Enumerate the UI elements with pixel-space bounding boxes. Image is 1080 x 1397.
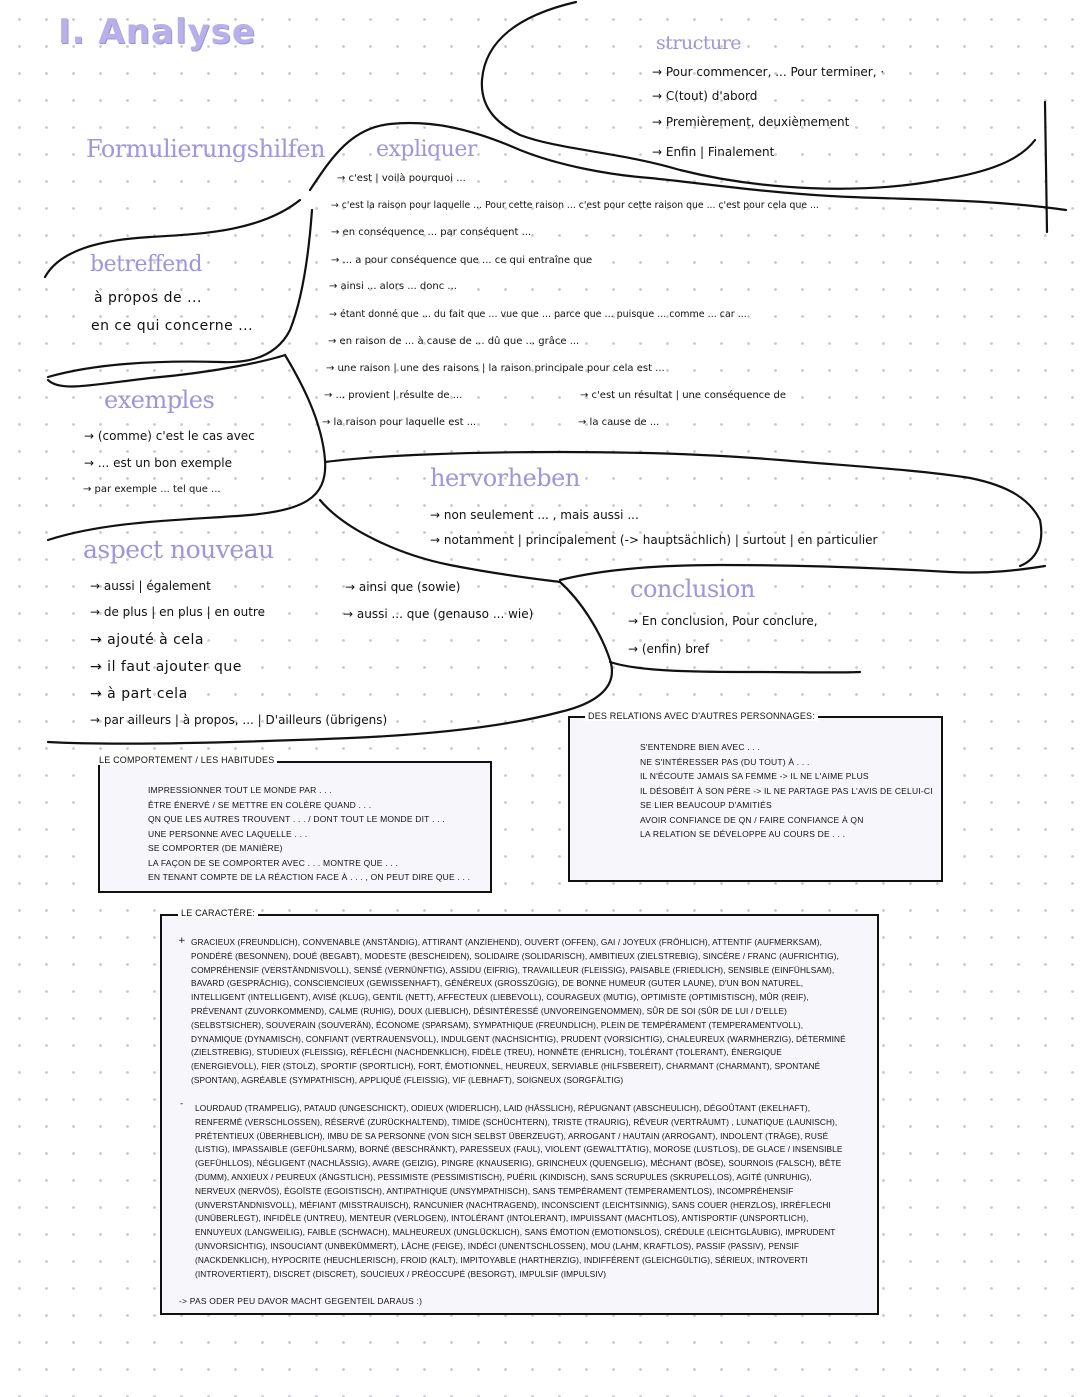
relations-box-title: DES RELATIONS AVEC D'AUTRES PERSONNAGES: xyxy=(585,711,818,721)
conclusion-item: → (enfin) bref xyxy=(628,642,710,656)
expliquer-item: → c'est | voilà pourquoi ... xyxy=(337,173,466,184)
expliquer-item: → la raison pour laquelle est ... xyxy=(322,417,477,428)
exemples-item: → ... est un bon exemple xyxy=(84,456,232,470)
aspect-item: → il faut ajouter que xyxy=(90,659,242,675)
positive-traits: GRACIEUX (FREUNDLICH), CONVENABLE (ANSTÄNDIG), ATTIRANT (ANZIEHEND), OUVERT (OFFEN), GAI / JOYEUX (FRÖHLICH), ATTENTIF (AUFMERKSAM), PONDÉRÉ (BESONNEN), DOUÉ (BEGABT), MODESTE (BESCHEIDEN), SOLIDAIRE (SOLIDARISCH), AMBITIEUX (ZIELSTREBIG), SINCÈRE / FRANC (AUFRICHTIG), COMPRÉHENSIF (VERSTÄNDNISVOLL), SENSÉ (VERNÜNFTIG), ASSIDU (EIFRIG), TRAVAILLEUR (FLEISSIG), PAISABLE (FRIEDLICH), SENSIBLE (EINFÜHLSAM), BAVARD (GESPRÄCHIG), CONSCIENCIEUX (GEWISSENHAFT), GÉNÉREUX (GROSSZÜGIG), DE BONNE HUMEUR (GUTER LAUNE), D'UN BON NATUREL, INTELLIGENT (INTELLIGENT), AVISÉ (KLUG), GENTIL (NETT), AFFECTEUX (LIEBEVOLL), COURAGEUX (MUTIG), OPTIMISTE (OPTIMISTISCH), MÛR (REIF), PRÉVENANT (ZUVORKOMMEND), CALME (RUHIG), DOUX (LIEBLICH), DÉSINTÉRESSÉ (UNVOREINGENOMMEN), SÛR DE SOI (SÛR DE LUI / D'ELLE) (SELBSTSICHER), SOUVERAIN (SOUVERÄN), ÉCONOME (SPARSAM), SYMPATHIQUE (FREUNDLICH), PLEIN DE TEMPÉRAMENT (TEMPERAMENTVOLL), DYNAMIQUE (DYNAMISCH), CONFIANT (VERTRAUENSVOLL), INDULGENT (NACHSICHTIG), PRUDENT (VORSICHTIG), CHALEUREUX (WARMHERZIG), DÉTERMINÉ (ZIELSTREBIG), STUDIEUX (FLEISSIG), RÉFLÉCHI (NACHDENKLICH), FIDÈLE (TREU), HONNÊTE (EHRLICH), TOLÉRANT (TOLERANT), ÉNERGIQUE (ENERGIEVOLL), FIER (STOLZ), SPORTIF (SPORTLICH), FORT, ÉMOTIONNEL, HEUREUX, SERVIABLE (HILFSBEREIT), CHARMANT (CHARMANT), SPONTANÉ (SPONTAN), AGRÉABLE (SYMPATHISCH), APPLIQUÉ (FLEISSIG), VIF (LEBHAFT), SOIGNEUX (SORGFÄLTIG) xyxy=(191,937,846,1085)
comportement-item: LA FAÇON DE SE COMPORTER AVEC . . . MONTRE QUE . . . xyxy=(148,857,399,868)
relations-item: S'ENTENDRE BIEN AVEC . . . xyxy=(640,742,761,752)
relations-item: NE S'INTÉRESSER PAS (DU TOUT) À . . . xyxy=(640,756,810,767)
structure-heading: structure xyxy=(656,32,742,54)
expliquer-item: → la cause de ... xyxy=(578,417,660,428)
betreffend-item: en ce qui concerne ... xyxy=(91,318,254,334)
structure-item: → Enfin | Finalement xyxy=(652,145,775,159)
caractere-note: -> PAS ODER PEU DAVOR MACHT GEGENTEIL DARAUS :) xyxy=(179,1296,423,1306)
comportement-item: ÊTRE ÉNERVÉ / SE METTRE EN COLÈRE QUAND . . . xyxy=(148,799,372,810)
betreffend-item: à propos de ... xyxy=(94,290,202,306)
betreffend-heading: betreffend xyxy=(90,252,203,277)
exemples-item: → par exemple ... tel que ... xyxy=(83,484,221,495)
relations-item: AVOIR CONFIANCE DE QN / FAIRE CONFIANCE À QN xyxy=(640,814,864,825)
negative-marker: - xyxy=(180,1099,184,1109)
expliquer-item: → une raison | une des raisons | la raison principale pour cela est ... xyxy=(326,363,665,374)
comportement-list xyxy=(148,783,470,885)
expliquer-item: → ... a pour conséquence que ... ce qui entraîne que xyxy=(331,255,593,266)
conclusion-bottom-line xyxy=(610,662,860,672)
relations-item: SE LIER BEAUCOUP D'AMITIÉS xyxy=(640,800,772,810)
aspect-item: → à part cela xyxy=(90,686,188,702)
expliquer-item: → ainsi ... alors ... donc ... xyxy=(329,281,457,292)
conclusion-item: → En conclusion, Pour conclure, xyxy=(628,614,818,628)
expliquer-item: → ... provient | résulte de ... xyxy=(324,390,463,401)
structure-bubble-line xyxy=(482,2,1035,189)
expliquer-item: → étant donné que ... du fait que ... vue que ... parce que ... puisque ... comme ... car ... xyxy=(329,309,747,320)
aspect-item: → ajouté à cela xyxy=(90,632,204,648)
expliquer-item: → en raison de ... à cause de ... dû que ... grâce ... xyxy=(328,336,580,347)
main-heading-label: Formulierungshilfen xyxy=(86,135,325,163)
expliquer-item: → c'est un résultat | une conséquence de xyxy=(580,390,787,401)
comportement-item: UNE PERSONNE AVEC LAQUELLE . . . xyxy=(148,828,308,839)
structure-item: → Pour commencer, ... Pour terminer, · xyxy=(652,65,885,79)
aspect-item: → ainsi que (sowie) xyxy=(345,580,461,594)
structure-item: → C(tout) d'abord xyxy=(652,89,758,103)
structure-item: → Premièrement, deuxièmement xyxy=(652,115,850,129)
conclusion-heading: conclusion xyxy=(630,575,755,603)
hervorheben-item: → notamment | principalement (-> hauptsächlich) | surtout | en particulier xyxy=(430,533,878,547)
aspect-item: → aussi ... que (genauso ... wie) xyxy=(343,607,534,621)
comportement-item: QN QUE LES AUTRES TROUVENT . . . / DONT TOUT LE MONDE DIT . . . xyxy=(148,814,445,824)
hervorheben-item: → non seulement ... , mais aussi ... xyxy=(430,508,639,522)
exemples-heading: exemples xyxy=(104,386,215,414)
caractere-box-title: LE CARACTÈRE: xyxy=(178,908,258,918)
main-heading xyxy=(86,135,325,163)
aspect-item: → aussi | également xyxy=(90,579,211,593)
right-border-line xyxy=(1045,102,1047,232)
comportement-box-title: LE COMPORTEMENT / LES HABITUDES xyxy=(96,755,277,765)
comportement-item: EN TENANT COMPTE DE LA RÉACTION FACE À . . . , ON PEUT DIRE QUE . . . xyxy=(148,872,471,882)
expliquer-item: → en conséquence ... par conséquent ... xyxy=(331,227,532,238)
aspect-item: → par ailleurs | à propos, ... | D'ailleurs (übrigens) xyxy=(90,713,388,727)
positive-marker: + xyxy=(178,936,186,946)
aspect-item: → de plus | en plus | en outre xyxy=(90,605,265,619)
comportement-item: IMPRESSIONNER TOUT LE MONDE PAR . . . xyxy=(148,785,332,795)
relations-item: IL N'ÉCOUTE JAMAIS SA FEMME -> IL NE L'AIME PLUS xyxy=(640,771,869,781)
expliquer-item: → c'est la raison pour laquelle ... Pour cette raison ... c'est pour cette raison que ... c'est pour cela que ... xyxy=(331,200,819,211)
exemples-line xyxy=(48,355,325,540)
expliquer-heading: expliquer xyxy=(376,137,477,162)
page-title: I. Analyse xyxy=(58,12,256,52)
relations-item: LA RELATION SE DÉVELOPPE AU COURS DE . . . xyxy=(640,829,846,839)
hervorheben-heading: hervorheben xyxy=(430,464,580,492)
comportement-item: SE COMPORTER (DE MANIÈRE) xyxy=(148,843,283,853)
exemples-item: → (comme) c'est le cas avec xyxy=(84,429,255,443)
relations-item: IL DÉSOBÉIT À SON PÈRE -> IL NE PARTAGE PAS L'AVIS DE CELUI-CI xyxy=(640,785,933,796)
aspect-nouveau-heading: aspect nouveau xyxy=(83,535,274,564)
negative-traits: LOURDAUD (TRAMPELIG), PATAUD (UNGESCHICKT), ODIEUX (WIDERLICH), LAID (HÄSSLICH), RÉPUGNANT (ABSCHEULICH), DÉGOÛTANT (EKELHAFT), RENFERMÉ (VERSCHLOSSEN), RÉSERVÉ (ZURÜCKHALTEND), TIMIDE (SCHÜCHTERN), TRISTE (TRAURIG), RÊVEUR (VERTRÄUMT) , LUNATIQUE (LAUNISCH), PRÉTENTIEUX (ÜBERHEBLICH), IMBU DE SA PERSONNE (VON SICH SELBST ÜBERZEUGT), ARROGANT / HAUTAIN (ARROGANT), INDOLENT (TRÄGE), RUSÉ (LISTIG), IMPASSAIBLE (GEFÜHLSARM), BORNÉ (BESCHRÄNKT), PARESSEUX (FAUL), VIOLENT (GEWALTTÄTIG), MOROSE (LUSTLOS), DE GLACE / INSENSIBLE (GEFÜHLLOS), NÉGLIGENT (NACHLÄSSIG), AVARE (GEIZIG), PINGRE (KNAUSERIG), GRINCHEUX (QUENGELIG), MÉCHANT (BÖSE), SOURNOIS (FALSCH), BÊTE (DUMM), ANXIEUX / PEUREUX (ÄNGSTLICH), PESSIMISTE (PESSIMISTISCH), PUÉRIL (KINDISCH), SANS SCRUPULES (SKRUPELLOS), AGITÉ (UNRUHIG), NERVEUX (NERVÖS), ÉGOÏSTE (EGOISTISCH), ANTIPATHIQUE (UNSYMPATHISCH), SANS TEMPÉRAMENT (TEMPERAMENTLOS), INCOMPRÉHENSIF (UNVERSTÄNDNISVOLL), MÉFIANT (MISSTRAUISCH), RANCUNIER (NACHTRAGEND), INCONSCIENT (LEICHTSINNIG), SANS COUER (HERZLOS), IRRÉFLECHI (UNÜBERLEGT), INFIDÈLE (UNTREU), MENTEUR (VERLOGEN), INTOLÉRANT (INTOLERANT), IMPUISSANT (MACHTLOS), ANTISPORTIF (UNSPORTLICH), ENNUYEUX (LANGWEILIG), FAIBLE (SCHWACH), MALHEUREUX (UNGLÜCKLICH), SANS ÉMOTION (EMOTIONSLOS), CRÉDULE (LEICHTGLÄUBIG), IMPRUDENT (UNVORSICHTIG), INSOUCIANT (UNBEKÜMMERT), LÂCHE (FEIGE), INDÉCI (UNENTSCHLOSSEN), MOU (LAHM, KRAFTLOS), PASSIF (PASSIV), PENSIF (NACKDENKLICH), HYPOCRITE (HEUCHLERISCH), FROID (KALT), IMPITOYABLE (HARTHERZIG), INDIFFÉRENT (GLEICHGÜLTIG), SÉRIEUX, INTROVERTI (INTROVERTIERT), DISCRET (DISCRET), SOUCIEUX / PRÉOCCUPÉ (BESORGT), IMPULSIF (IMPULSIV) xyxy=(195,1103,843,1279)
relations-list xyxy=(640,740,933,842)
